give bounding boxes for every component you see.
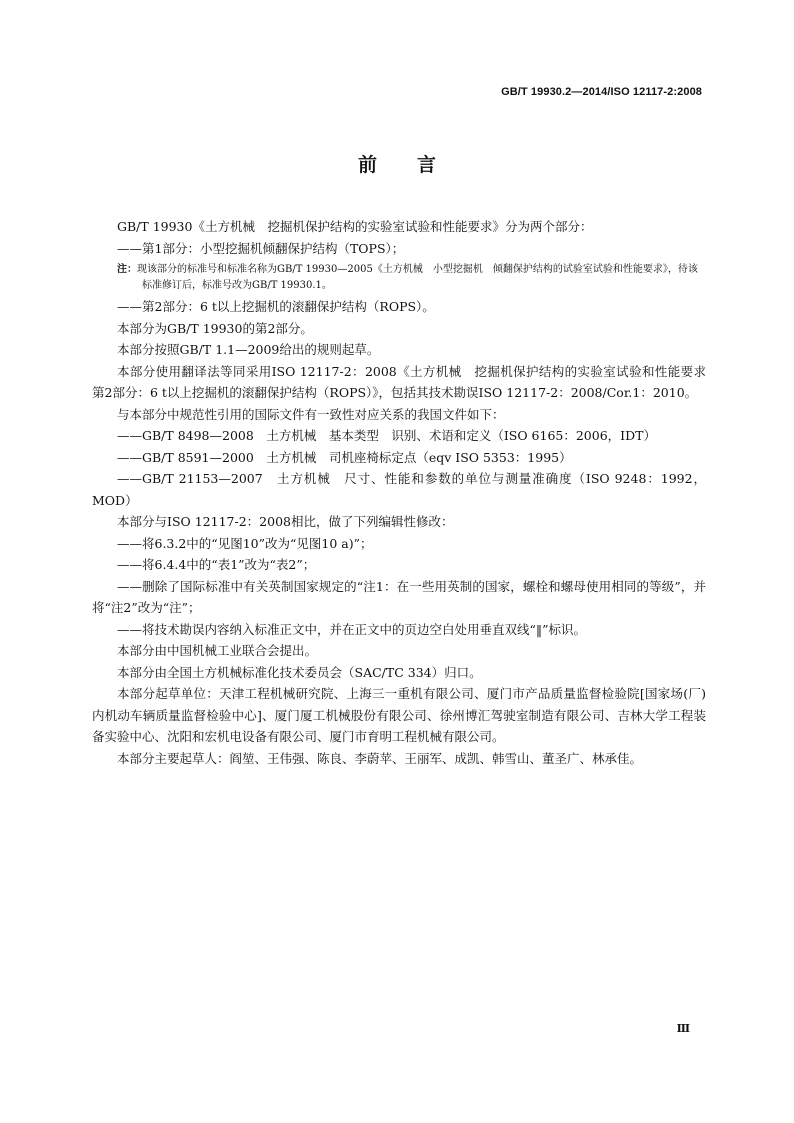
paragraph-normative-refs: 与本部分中规范性引用的国际文件有一致性对应关系的我国文件如下： (117, 406, 505, 422)
page-title-char-2: 言 (417, 154, 437, 176)
change-item-corrigendum: ——将技术勘误内容纳入标准正文中，并在正文中的页边空白处用垂直双线“‖”标识。 (117, 621, 587, 637)
paragraph-part2: ——第2部分：6 t以上挖掘机的滚翻保护结构（ROPS）。 (117, 299, 435, 314)
ref-item-gbt8498: ——GB/T 8498—2008 土方机械 基本类型 识别、术语和定义（ISO 6165：2006，IDT） (117, 428, 656, 443)
paragraph-under-jurisdiction: 本部分由全国土方机械标准化技术委员会（SAC/TC 334）归口。 (117, 664, 482, 680)
paragraph-part1: ——第1部分：小型挖掘机倾翻保护结构（TOPS）； (117, 240, 405, 256)
ref-item-gbt21153: ——GB/T 21153—2007 土方机械 尺寸、性能和参数的单位与测量准确度（ISO 9248：1992，MOD） (92, 471, 706, 508)
foreword-body (92, 216, 719, 769)
change-item-note: ——删除了国际标准中有关英制国家规定的“注1：在一些用英制的国家，螺栓和螺母使用相同的等级”，并将“注2”改为“注”； (92, 578, 706, 615)
ref-item-gbt8591: ——GB/T 8591—2000 土方机械 司机座椅标定点（eqv ISO 5353：1995） (117, 449, 572, 465)
paragraph-parts-intro: GB/T 19930《土方机械 挖掘机保护结构的实验室试验和性能要求》分为两个部分： (117, 219, 593, 234)
paragraph-drafting-rules: 本部分按照GB/T 1.1—2009给出的规则起草。 (117, 342, 380, 357)
change-item-table: ——将6.4.4中的“表1”改为“表2”； (117, 557, 316, 572)
standard-number-header: GB/T 19930.2—2014/ISO 12117-2:2008 (501, 86, 702, 98)
page-title (0, 150, 794, 177)
paragraph-drafting-units: 本部分起草单位：天津工程机械研究院、上海三一重机有限公司、厦门市产品质量监督检验院[国家场(厂)内机动车辆质量监督检验中心]、厦门厦工机械股份有限公司、徐州博汇驾驶室制造有限公司、吉林大学工程装备实验中心、沈阳和宏机电设备有限公司、厦门市育明工程机械有限公司。 (92, 686, 706, 744)
paragraph-editorial-changes: 本部分与ISO 12117-2：2008相比，做了下列编辑性修改： (117, 514, 454, 529)
page-title-char-1: 前 (357, 154, 377, 176)
paragraph-proposed-by: 本部分由中国机械工业联合会提出。 (117, 643, 318, 658)
change-item-figure: ——将6.3.2中的“见图10”改为“见图10 a)”； (117, 535, 373, 551)
note-part1 (92, 259, 706, 296)
paragraph-drafters: 本部分主要起草人：阎堃、王伟强、陈良、李蔚苹、王丽军、成凯、韩雪山、董圣广、林承佳。 (117, 750, 643, 766)
note-label: 注： (117, 264, 137, 275)
paragraph-this-part: 本部分为GB/T 19930的第2部分。 (117, 320, 313, 336)
note-text: 现该部分的标准号和标准名称为GB/T 19930—2005《土方机械 小型挖掘机 倾翻保护结构的试验室试验和性能要求》，待该标准修订后，标准号改为GB/T 19930.1。 (137, 264, 698, 291)
page-number: Ⅲ (676, 1022, 690, 1035)
paragraph-adoption: 本部分使用翻译法等同采用ISO 12117-2：2008《土方机械 挖掘机保护结构的实验室试验和性能要求 第2部分：6 t以上挖掘机的滚翻保护结构（ROPS）》，包括其技术勘误ISO 12117-2：2008/Cor.1：2010。 (92, 363, 719, 400)
